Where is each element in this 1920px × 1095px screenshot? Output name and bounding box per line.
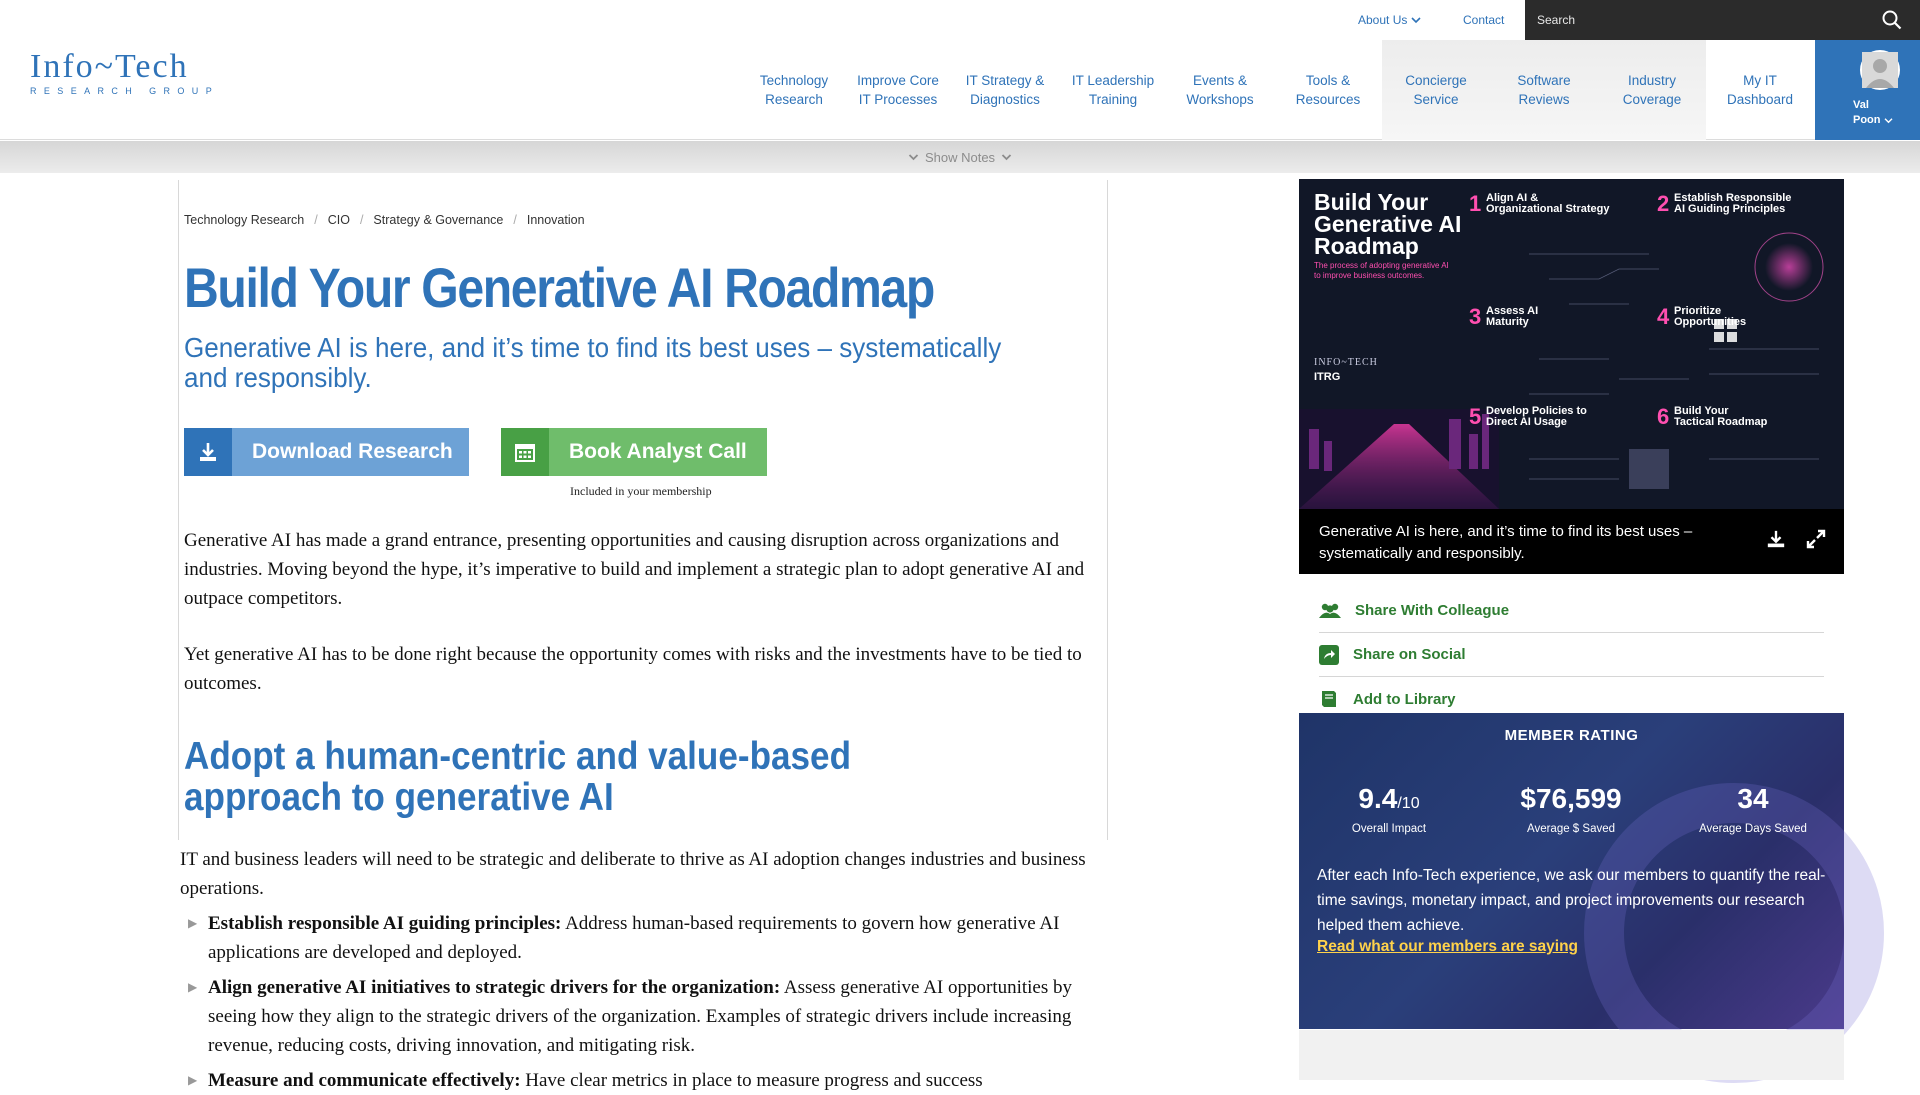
contact-link[interactable]: Contact	[1463, 13, 1505, 27]
nav-technology-research[interactable]	[748, 40, 840, 140]
bullet-triangle-icon: ▶	[188, 1073, 198, 1087]
nav-label: Technology	[759, 73, 829, 88]
breadcrumb-cio[interactable]: CIO	[327, 213, 350, 227]
hero-title-line: Roadmap	[1314, 233, 1419, 259]
nav-industry-coverage[interactable]	[1598, 40, 1706, 140]
bullet-triangle-icon: ▶	[188, 916, 198, 930]
hero-brand-itrg: ITRG	[1314, 371, 1341, 383]
step-label: Develop Policies to	[1486, 405, 1587, 417]
step-number: 1	[1469, 191, 1482, 216]
nav-label: Industry	[1627, 73, 1676, 88]
profile-first-name: Val	[1853, 99, 1869, 111]
step-label: Build Your	[1674, 405, 1729, 417]
step-label: Opportunities	[1674, 316, 1747, 328]
breadcrumb-strategy-governance[interactable]: Strategy & Governance	[373, 213, 504, 227]
step-label: AI Guiding Principles	[1674, 203, 1786, 215]
share-icon	[1319, 645, 1339, 665]
calendar-icon	[501, 428, 549, 476]
about-us-link[interactable]	[1358, 13, 1421, 27]
list-item	[180, 909, 1110, 967]
bullet-bold-lead: Align generative AI initiatives to strategic drivers for the organization:	[208, 977, 781, 998]
nav-events[interactable]	[1174, 40, 1266, 140]
nav-improve-core[interactable]	[848, 40, 948, 140]
impact-suffix: /10	[1397, 795, 1420, 812]
chevron-down-icon	[1411, 16, 1421, 24]
nav-my-it-dashboard[interactable]	[1706, 40, 1814, 140]
nav-label: Workshops	[1186, 92, 1254, 107]
step-number: 5	[1469, 404, 1482, 429]
bullet-bold-lead: Measure and communicate effectively:	[208, 1070, 521, 1091]
saved-label: Average $ Saved	[1526, 823, 1616, 835]
section-body	[180, 845, 1110, 1095]
nav-label: Resources	[1295, 92, 1361, 107]
breadcrumb-separator: /	[359, 213, 364, 227]
nav-it-leadership[interactable]	[1062, 40, 1164, 140]
step-number: 2	[1657, 191, 1670, 216]
show-notes-label: Show Notes	[924, 149, 996, 165]
bullet-triangle-icon: ▶	[188, 980, 198, 994]
average-days-stat	[1663, 783, 1843, 835]
logo-wordmark: Info~Tech	[30, 48, 189, 85]
nav-label: Research	[765, 92, 823, 107]
users-icon	[1319, 602, 1341, 620]
show-notes-toggle[interactable]	[0, 141, 1920, 173]
hero-title	[1314, 191, 1461, 257]
step-label: Maturity	[1486, 316, 1529, 328]
rating-description: After each Info-Tech experience, we ask our members to quantify the real-time savings, monetary impact, and project improvements our research helped them achieve.	[1317, 867, 1826, 934]
bullet-text: Address human-based requirements to govern how generative AI applications are developed and deployed.	[208, 913, 1060, 963]
nav-label: Reviews	[1518, 92, 1570, 107]
chevron-down-icon	[1884, 117, 1893, 124]
share-on-social-button[interactable]	[1319, 633, 1824, 677]
nav-label: Training	[1088, 92, 1138, 107]
step-label: Prioritize	[1674, 305, 1722, 317]
nav-label: Improve Core	[857, 73, 939, 88]
share-with-colleague-button[interactable]	[1319, 589, 1824, 633]
step-number: 4	[1657, 304, 1670, 329]
download-research-button[interactable]	[184, 428, 469, 476]
nav-label: Tools &	[1305, 73, 1351, 88]
breadcrumb-separator: /	[314, 213, 318, 227]
hero-title-line: Generative AI	[1314, 211, 1462, 237]
nav-software-reviews[interactable]	[1490, 40, 1598, 140]
nav-label: Concierge	[1405, 73, 1467, 88]
impact-value: 9.4	[1358, 783, 1398, 814]
nav-label: Software	[1517, 73, 1571, 88]
section-intro: IT and business leaders will need to be strategic and deliberate to thrive as AI adoption changes industries and business operations.	[180, 849, 1086, 899]
info-tech-logo[interactable]	[30, 50, 220, 96]
main-content	[178, 180, 1108, 840]
sidebar-background	[1299, 1030, 1844, 1080]
share-with-colleague-label: Share With Colleague	[1355, 602, 1510, 619]
book-analyst-call-button[interactable]	[501, 428, 767, 476]
page-title: Build Your Generative AI Roadmap	[184, 256, 934, 319]
breadcrumb-technology-research[interactable]: Technology Research	[184, 213, 305, 227]
hero-caption-text: Generative AI is here, and it’s time to find its best uses – systematically and responsibly.	[1319, 523, 1693, 562]
nav-label: My IT	[1743, 73, 1777, 88]
site-header	[0, 0, 1920, 140]
step-label: Direct AI Usage	[1486, 416, 1567, 428]
user-profile-menu[interactable]	[1815, 40, 1920, 140]
search-input[interactable]	[1525, 13, 1865, 27]
nav-label: Coverage	[1622, 92, 1682, 107]
hero-tagline: The process of adopting generative AI to improve business outcomes.	[1314, 261, 1449, 280]
search-icon[interactable]	[1882, 10, 1902, 30]
about-us-label: About Us	[1358, 13, 1408, 27]
list-item	[180, 1066, 1110, 1095]
step-number: 3	[1469, 304, 1482, 329]
bullet-bold-lead: Establish responsible AI guiding principles:	[208, 913, 562, 934]
avatar	[1860, 50, 1900, 90]
read-members-link[interactable]: Read what our members are saying	[1317, 938, 1579, 955]
step-label: Align AI &	[1486, 192, 1539, 204]
add-to-library-label: Add to Library	[1353, 690, 1456, 708]
intro-paragraph-2: Yet generative AI has to be done right because the opportunity comes with risks and the investments have to be tied to outcomes.	[184, 644, 1082, 694]
user-avatar-icon	[1862, 52, 1898, 88]
impact-label: Overall Impact	[1351, 823, 1427, 835]
download-icon[interactable]	[1766, 529, 1786, 549]
step-label: Organizational Strategy	[1486, 203, 1610, 215]
saved-value: $76,599	[1520, 783, 1622, 814]
breadcrumb-separator: /	[513, 213, 517, 227]
bullet-text: Have clear metrics in place to measure progress and success	[520, 1070, 983, 1091]
nav-label: Service	[1413, 92, 1459, 107]
page-subtitle: Generative AI is here, and it’s time to find its best uses – systematically and responsibly.	[184, 332, 1002, 393]
nav-concierge[interactable]	[1382, 40, 1490, 140]
nav-tools[interactable]	[1282, 40, 1374, 140]
membership-note: Included in your membership	[570, 484, 712, 498]
nav-label: Events &	[1192, 73, 1248, 88]
download-icon	[184, 428, 232, 476]
nav-label: Diagnostics	[970, 92, 1040, 107]
hero-brand-infotech: INFO~TECH	[1314, 357, 1378, 368]
list-item	[180, 973, 1110, 1060]
nav-label: Dashboard	[1726, 92, 1794, 107]
breadcrumb	[184, 213, 585, 227]
step-label: Establish Responsible	[1674, 192, 1792, 204]
hero-caption	[1299, 509, 1844, 574]
chevron-down-icon	[908, 153, 919, 161]
book-icon	[1319, 689, 1339, 709]
overall-impact-stat	[1299, 783, 1479, 835]
nav-label: IT Leadership	[1071, 73, 1155, 88]
step-label: Tactical Roadmap	[1674, 416, 1768, 428]
book-analyst-call-label: Book Analyst Call	[569, 440, 747, 463]
step-number: 6	[1657, 404, 1670, 429]
download-research-label: Download Research	[252, 440, 453, 463]
hero-title-line: Build Your	[1314, 189, 1429, 215]
chevron-down-icon	[1001, 153, 1012, 161]
days-label: Average Days Saved	[1699, 823, 1807, 835]
days-value: 34	[1737, 783, 1769, 814]
share-actions	[1319, 589, 1824, 721]
average-saved-stat	[1481, 783, 1661, 835]
nav-it-strategy[interactable]	[956, 40, 1054, 140]
section-heading: Adopt a human-centric and value-based approach to generative AI	[184, 735, 852, 819]
member-rating-heading: MEMBER RATING	[1504, 727, 1639, 744]
breadcrumb-innovation[interactable]: Innovation	[526, 213, 585, 227]
expand-icon[interactable]	[1806, 529, 1826, 549]
share-on-social-label: Share on Social	[1353, 646, 1466, 663]
member-rating-panel	[1299, 713, 1844, 1029]
logo-subtitle: RESEARCH GROUP	[30, 86, 220, 96]
research-preview-image[interactable]	[1299, 179, 1844, 574]
profile-name	[1853, 98, 1893, 128]
search-bar	[1525, 0, 1920, 40]
profile-last-name: Poon	[1853, 114, 1881, 126]
step-label: Assess AI	[1486, 305, 1539, 317]
nav-label: IT Strategy &	[965, 73, 1045, 88]
intro-paragraph-1: Generative AI has made a grand entrance, presenting opportunities and causing disruption across organizations and industries. Moving beyond the hype, it’s imperative to build and implement a strategic plan to adopt generative AI and outpace competitors.	[184, 530, 1085, 609]
bullet-text: Assess generative AI opportunities by seeing how they align to the strategic drivers of the organization. Examples of strategic drivers include increasing revenue, reducing costs, driving innovation, and mitigating risk.	[208, 977, 1073, 1056]
nav-label: IT Processes	[858, 92, 938, 107]
